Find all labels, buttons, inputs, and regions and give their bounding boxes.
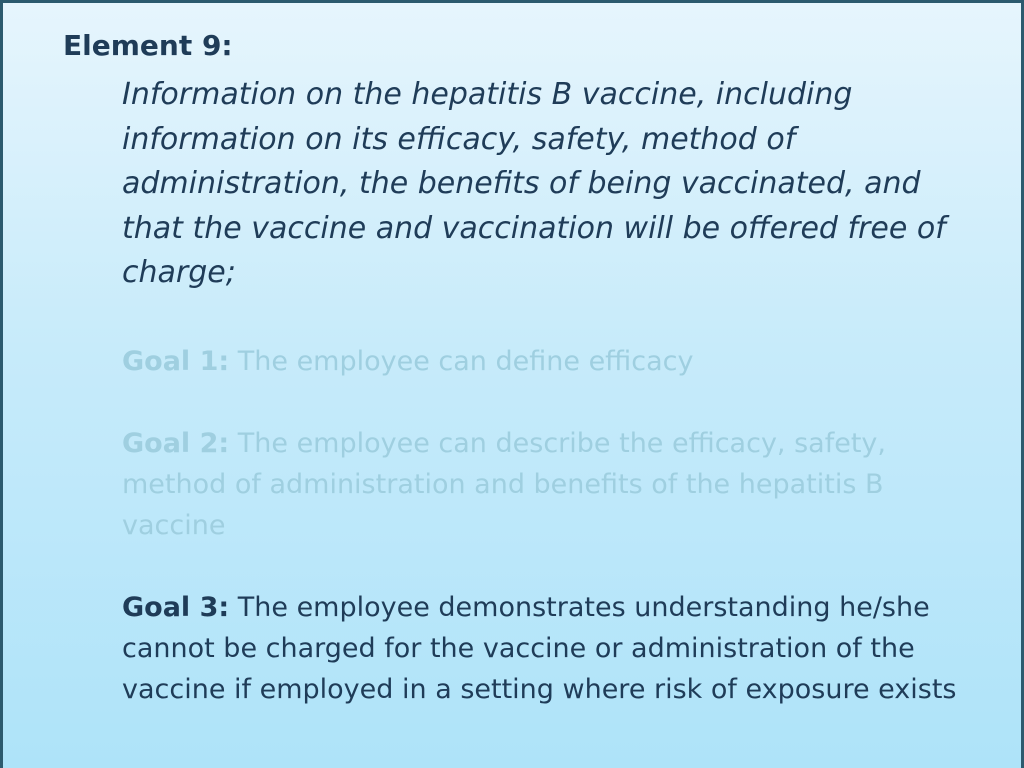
goal-3-text: The employee demonstrates understanding he/she cannot be charged for the vaccine or administration of the vaccine if employed in a setting where risk of exposure exists	[122, 592, 957, 705]
goal-2-text: The employee can describe the efficacy, safety, method of administration and benefits of the hepatitis B vaccine	[122, 428, 886, 541]
element-heading: Element 9:	[63, 29, 233, 62]
goal-3-label: Goal 3:	[122, 592, 230, 623]
goal-2	[122, 423, 982, 546]
element-description: Information on the hepatitis B vaccine, including information on its efficacy, safety, method of administration, the benefits of being vaccinated, and that the vaccine and vaccination will be offered free of charge;	[122, 77, 946, 290]
goal-1-label: Goal 1:	[122, 346, 230, 377]
goal-1-text: The employee can define efficacy	[237, 346, 694, 377]
goal-2-label: Goal 2:	[122, 428, 230, 459]
goal-1	[122, 341, 982, 382]
goal-3	[122, 587, 982, 710]
